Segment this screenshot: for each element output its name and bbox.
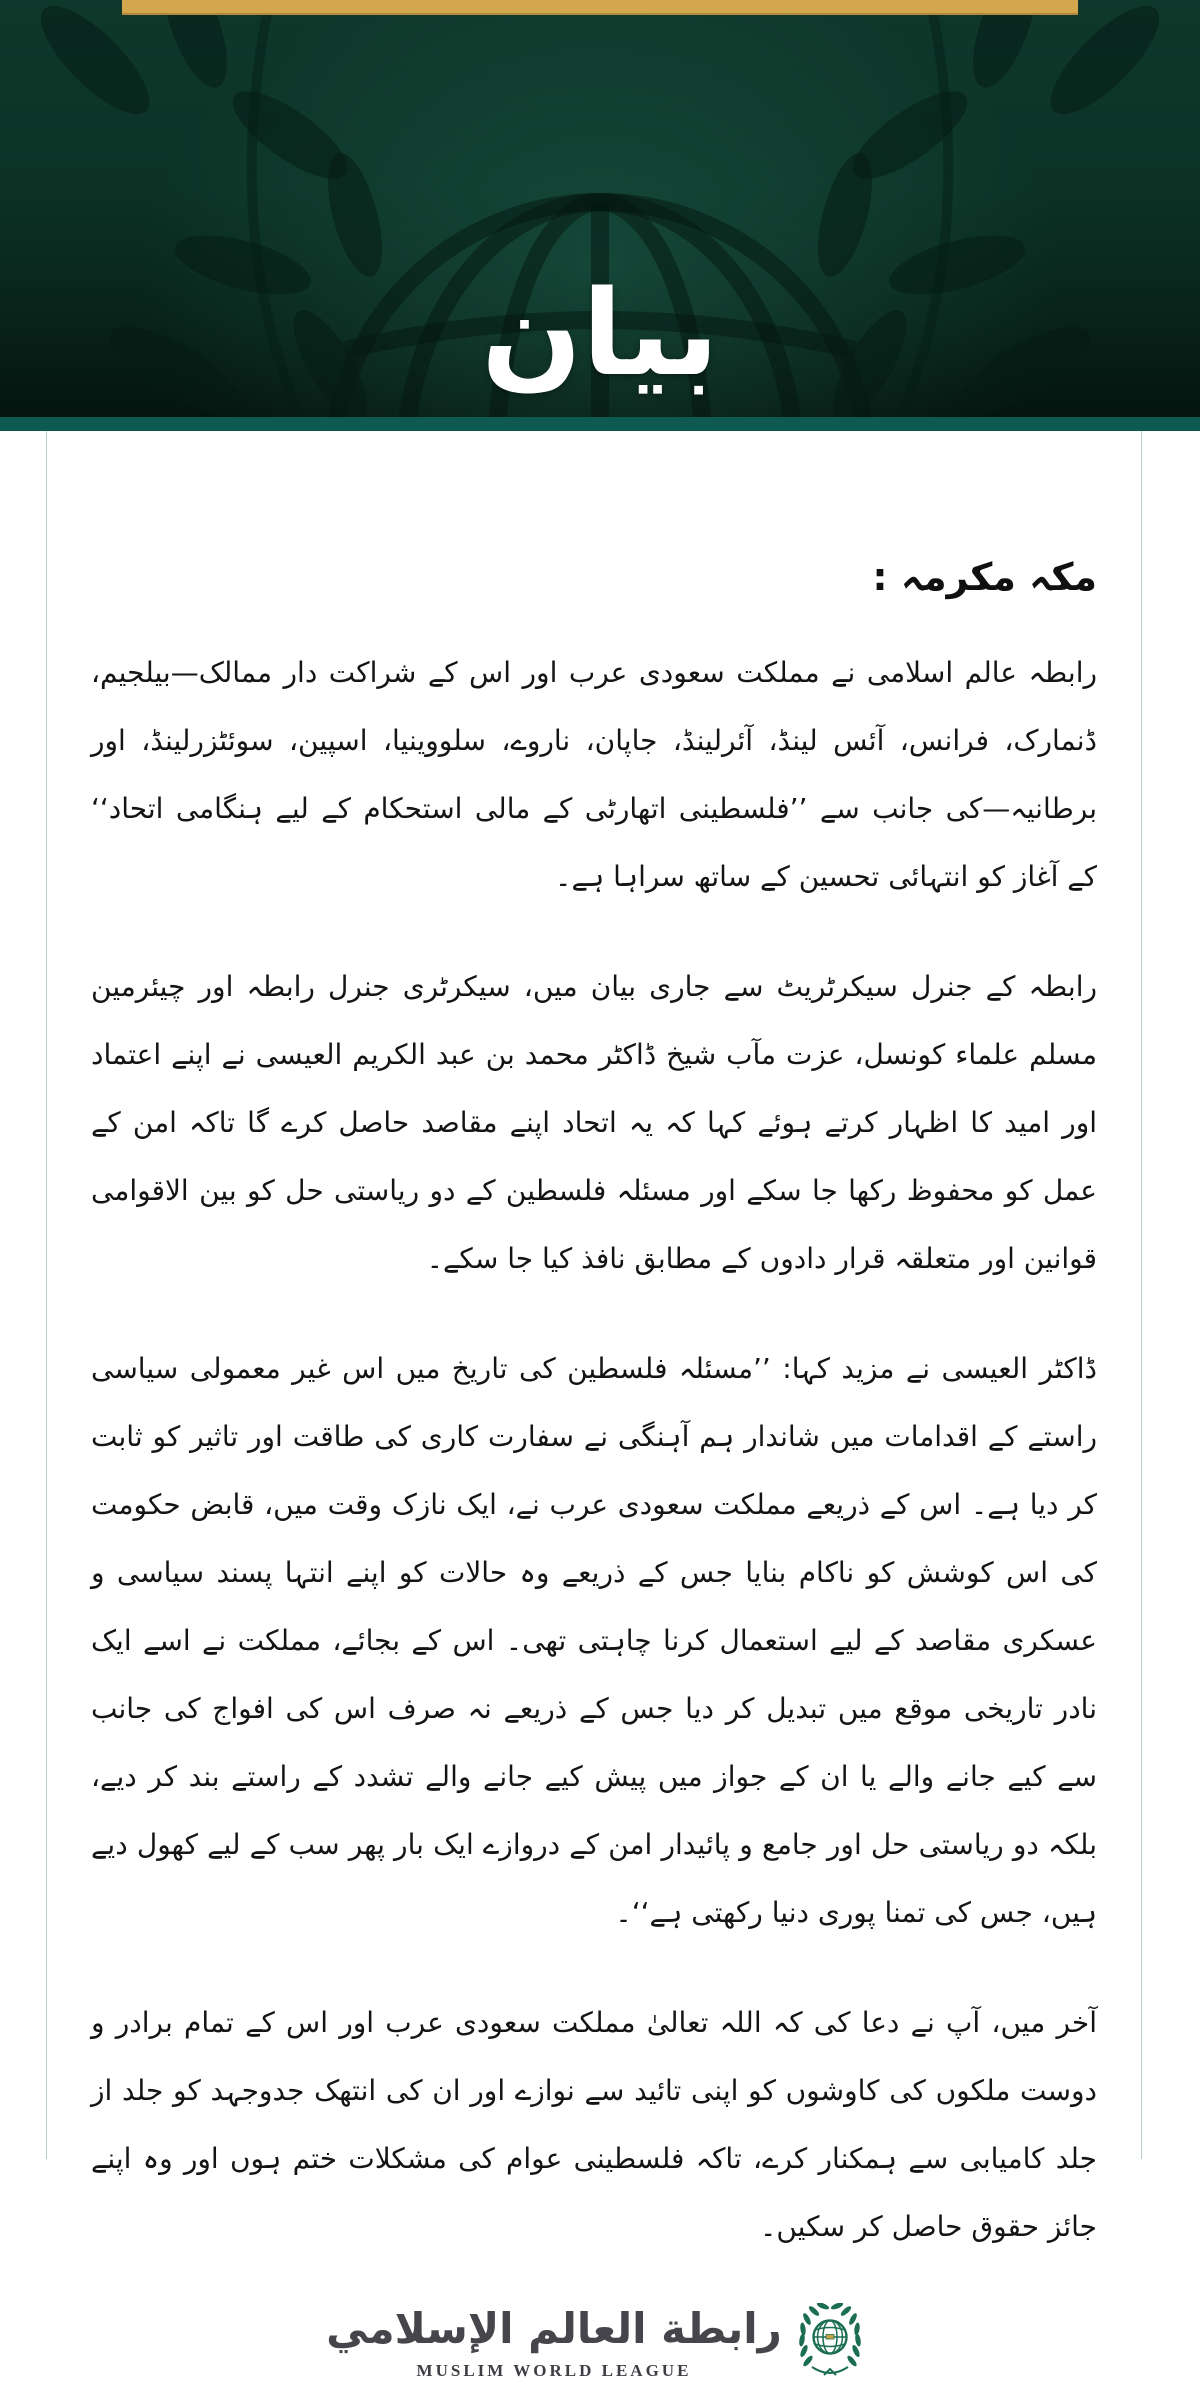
top-gold-bar [122,0,1078,15]
mwl-emblem-icon [798,2303,862,2381]
statement-paragraph-3: ڈاکٹر العیسی نے مزید کہا: ’’مسئلہ فلسطین کی تاریخ میں اس غیر معمولی سیاسی راستے کے اقدامات میں شاندار ہم آہنگی نے سفارت کاری کی طاقت اور تاثیر کو ثابت کر دیا ہے۔ اس کے ذریعے مملکت سعودی عرب نے، ایک نازک وقت میں، قابض حکومت کی اس کوشش کو ناکام بنایا جس کے ذریعے وہ حالات کو اپنے انتہا پسند سیاسی و عسکری مقاصد کے لیے استعمال کرنا چاہتی تھی۔ اس کے بجائے، مملکت نے اسے ایک نادر تاریخی موقع میں تبدیل کر دیا جس کے ذریعے نہ صرف اس کی افواج کی جانب سے کیے جانے والے یا ان کے جواز میں پیش کیے جانے والے تشدد کے راستے بند کر دیے، بلکہ دو ریاستی حل اور جامع و پائیدار امن کے دروازے ایک بار پھر سب کے لیے کھول دیے ہیں، جس کی تمنا پوری دنیا رکھتی ہے‘‘۔ [91,1352,1098,1929]
statement-paragraph-4: آخر میں، آپ نے دعا کی کہ اللہ تعالیٰ مملکت سعودی عرب اور اس کے تمام برادر و دوست ملکوں کی کاوشوں کو اپنی تائید سے نوازے اور ان کی انتھک جدوجہد کو جلد از جلد کامیابی سے ہمکنار کرے، تاکہ فلسطینی عوام کی مشکلات ختم ہوں اور وہ اپنے جائز حقوق حاصل کر سکیں۔ [91,2006,1097,2243]
dateline-makkah: مکہ مکرمہ : [872,555,1097,599]
statement-title: بیان [481,264,719,403]
mwl-logo-wordmark [326,2303,782,2381]
statement-card [46,431,1142,2380]
mwl-logo [91,2303,1097,2381]
header-accent-strip [0,417,1200,431]
header-banner [0,0,1200,417]
statement-paragraph-2: رابطہ کے جنرل سیکرٹریٹ سے جاری بیان میں، سیکرٹری جنرل رابطہ اور چیئرمین مسلم علماء کونسل، عزت مآب شیخ ڈاکٹر محمد بن عبد الکریم العیسی نے اپنے اعتماد اور امید کا اظہار کرتے ہوئے کہا کہ یہ اتحاد اپنے مقاصد حاصل کرے گا تاکہ امن کے عمل کو محفوظ رکھا جا سکے اور مسئلہ فلسطین کے دو ریاستی حل کو بین الاقوامی قوانین اور متعلقہ قرار دادوں کے مطابق نافذ کیا جا سکے۔ [91,970,1097,1275]
mwl-logo-english-name: MUSLIM WORLD LEAGUE [416,2361,692,2380]
statement-paragraph-1: رابطہ عالم اسلامی نے مملکت سعودی عرب اور اس کے شراکت دار ممالک—بیلجیم، ڈنمارک، فرانس، آئس لینڈ، آئرلینڈ، جاپان، ناروے، سلووینیا، اسپین، سوئٹزرلینڈ، اور برطانیہ—کی جانب سے ’’فلسطینی اتھارٹی کے مالی استحکام کے لیے ہنگامی اتحاد‘‘ کے آغاز کو انتہائی تحسین کے ساتھ سراہا ہے۔ [91,656,1097,893]
mwl-logo-arabic-name: رابطة العالم الإسلامي [326,2304,782,2353]
